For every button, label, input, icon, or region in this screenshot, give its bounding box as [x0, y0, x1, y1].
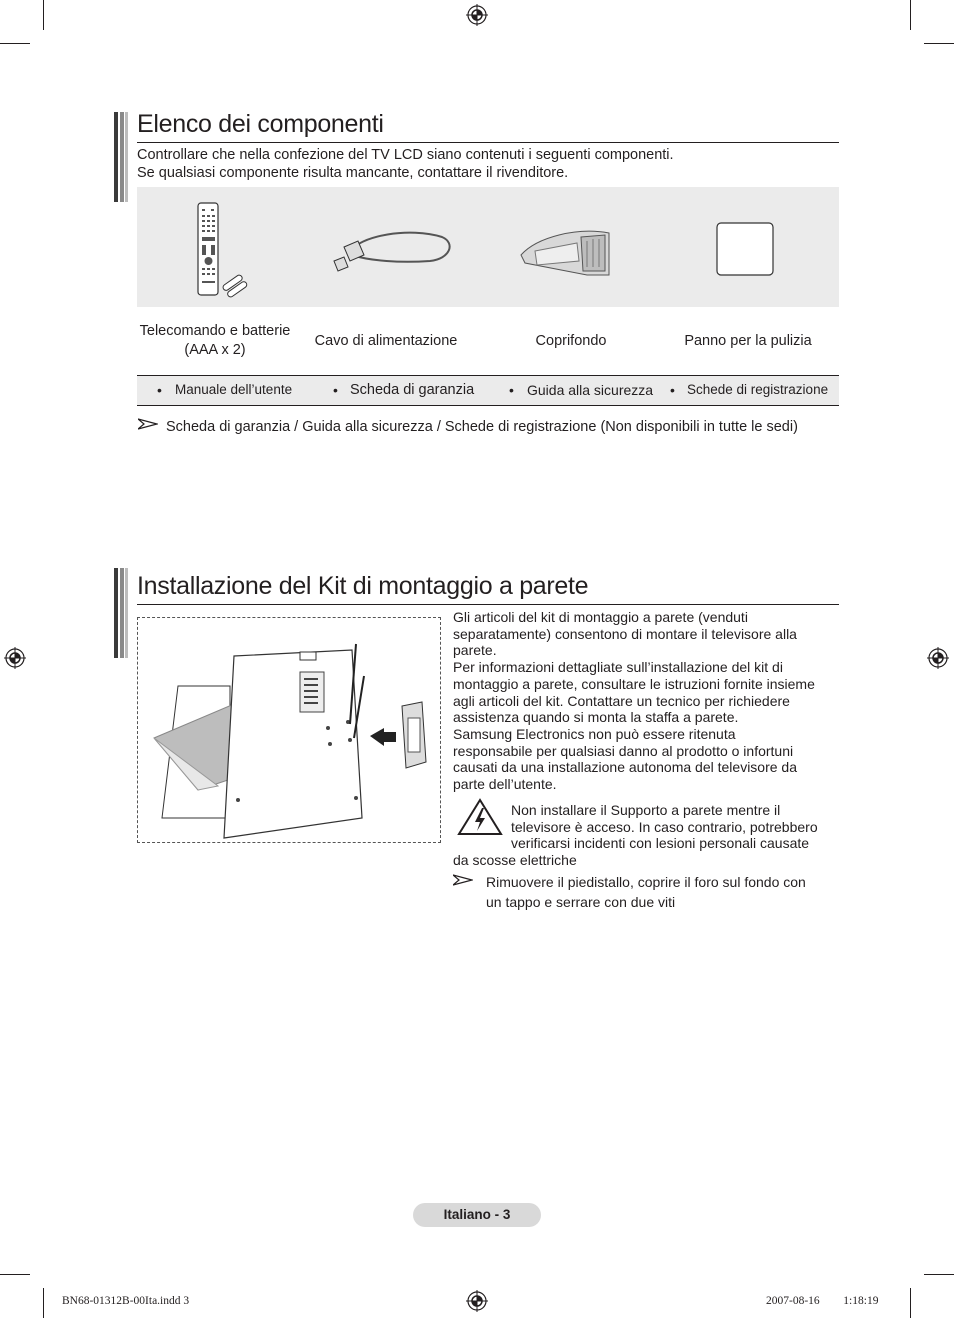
- section-title: Elenco dei componenti: [137, 110, 384, 138]
- crop-mark: [924, 1274, 954, 1275]
- crop-mark: [43, 1288, 44, 1318]
- component-caption: Cavo di alimentazione: [314, 333, 458, 349]
- intro-line: Controllare che nella confezione del TV LCD siano contenuti i seguenti componenti.: [137, 147, 674, 163]
- document-item: Schede di registrazione: [687, 382, 829, 397]
- back-cover-icon: [517, 217, 617, 279]
- warning-text: [511, 802, 818, 852]
- file-slug: BN68-01312B-00Ita.indd 3: [62, 1295, 190, 1307]
- text-line: un tappo e serrare con due viti: [486, 894, 676, 910]
- crop-mark: [910, 0, 911, 30]
- components-image-band: [137, 187, 839, 307]
- title-rule: [137, 604, 839, 605]
- caption-line: (AAA x 2): [184, 342, 246, 358]
- text-line: agli articoli del kit. Contattare un tecnico per richiedere: [453, 692, 790, 709]
- text-line: verificarsi incidenti con lesioni personali causate: [511, 835, 810, 852]
- bullet: •: [157, 382, 162, 398]
- intro-line: Se qualsiasi componente risulta mancante, contattare il rivenditore.: [137, 165, 569, 181]
- electric-shock-warning-icon: [457, 798, 503, 836]
- bullet: •: [509, 382, 514, 398]
- registration-mark-icon: [466, 1290, 488, 1312]
- stand-note: [486, 872, 806, 912]
- cleaning-cloth-icon: [715, 221, 775, 277]
- text-line: separatamente) consentono di montare il televisore alla: [453, 625, 797, 642]
- availability-note: Scheda di garanzia / Guida alla sicurezza / Schede di registrazione (Non disponibili in tutte le sedi): [166, 419, 798, 435]
- note-arrow-icon: [453, 874, 473, 886]
- note-arrow-icon: [138, 418, 158, 430]
- crop-mark: [0, 1274, 30, 1275]
- text-line: assistenza quando si monta la staffa a parete.: [453, 709, 739, 726]
- text-line: Per informazioni dettagliate sull’installazione del kit di: [453, 659, 783, 676]
- component-caption: Coprifondo: [535, 333, 607, 349]
- text-line: Samsung Electronics non può essere ritenuta: [453, 725, 736, 742]
- component-caption: Panno per la pulizia: [684, 333, 812, 349]
- text-line: Rimuovere il piedistallo, coprire il foro sul fondo con: [486, 874, 806, 890]
- section-marker: [114, 568, 128, 658]
- page-number-label: Italiano - 3: [413, 1203, 541, 1227]
- documents-row: [137, 375, 839, 406]
- remote-control-icon: [192, 201, 252, 299]
- title-rule: [137, 142, 839, 143]
- install-text: [453, 609, 843, 793]
- text-line: responsabile per qualsiasi danno al prodotto o infortuni: [453, 742, 794, 759]
- document-item: Guida alla sicurezza: [527, 382, 654, 398]
- text-line: montaggio a parete, consultare le istruzioni fornite insieme: [453, 675, 815, 692]
- caption-line: Telecomando e batterie: [139, 323, 291, 339]
- date-slug: 2007-08-16 ￿￿ 1:18:19: [766, 1295, 879, 1307]
- section-marker: [114, 112, 128, 202]
- registration-mark-icon: [927, 647, 949, 669]
- registration-mark-icon: [4, 647, 26, 669]
- text-line: causati da una installazione autonoma del televisore da: [453, 759, 798, 776]
- bullet: •: [670, 382, 675, 398]
- text-line: da scosse elettriche: [453, 852, 577, 868]
- text-line: parete.: [453, 642, 497, 659]
- text-line: televisore è acceso. In caso contrario, potrebbero: [511, 818, 818, 835]
- crop-mark: [43, 0, 44, 30]
- component-caption: [137, 322, 293, 360]
- section-title: Installazione del Kit di montaggio a parete: [137, 572, 589, 600]
- document-item: Manuale dell’utente: [175, 382, 293, 397]
- crop-mark: [0, 43, 30, 44]
- text-line: Non installare il Supporto a parete mentre il: [511, 802, 781, 818]
- document-item: Scheda di garanzia: [350, 382, 475, 398]
- registration-mark-icon: [466, 4, 488, 26]
- tv-back-illustration: [138, 618, 440, 842]
- crop-mark: [910, 1288, 911, 1318]
- text-line: Gli articoli del kit di montaggio a parete (venduti: [453, 609, 748, 625]
- text-line: parte dell’utente.: [453, 776, 557, 793]
- bullet: •: [333, 382, 338, 398]
- power-cable-icon: [330, 225, 460, 275]
- crop-mark: [924, 43, 954, 44]
- wall-mount-illustration: [137, 617, 441, 843]
